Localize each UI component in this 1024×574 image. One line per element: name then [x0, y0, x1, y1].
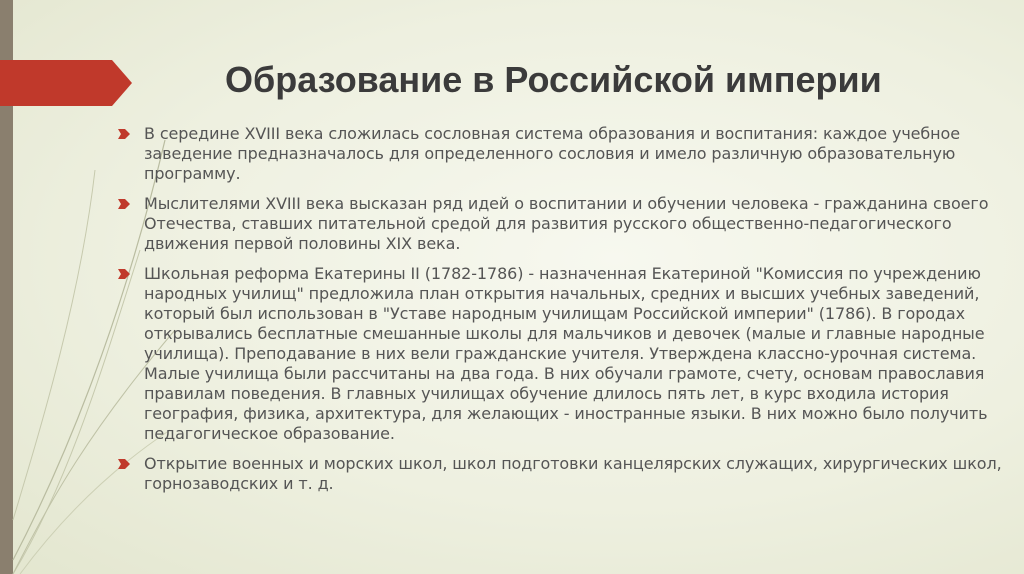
red-arrow-bullet-icon: [118, 269, 130, 279]
bullet-text: В середине XVIII века сложилась сословная система образования и воспитания: каждое учебное заведение предназначалось для определенного сословия и имело различную образовательную программу.: [144, 124, 960, 183]
bullet-text: Открытие военных и морских школ, школ подготовки канцелярских служащих, хирургических школ, горнозаводских и т. д.: [144, 454, 1002, 493]
bullet-list: [118, 124, 1024, 504]
title-arrow-shape: [0, 60, 132, 106]
list-item: [118, 264, 1024, 444]
slide-title: Образование в Российской империи: [225, 59, 882, 100]
bullet-text: Мыслителями XVIII века высказан ряд идей о воспитании и обучении человека - гражданина своего Отечества, ставших питательной средой для развития русского общественно-педагогического движения первой половины XIX века.: [144, 194, 989, 253]
red-arrow-bullet-icon: [118, 129, 130, 139]
list-item: [118, 194, 1024, 254]
red-arrow-bullet-icon: [118, 199, 130, 209]
list-item: [118, 454, 1024, 494]
bullet-text: Школьная реформа Екатерины II (1782-1786) - назначенная Екатериной "Комиссия по учреждению народных училищ" предложила план открытия начальных, средних и высших учебных заведений, который был использован в "Уставе народным училищам Российской империи" (1786). В городах открывались бесплатные смешанные школы для мальчиков и девочек (малые и главные народные училища). Преподавание в них вели гражданские учителя. Утверждена классно-урочная система. Малые училища были рассчитаны на два года. В них обучали грамоте, счету, основам православия правилам поведения. В главных училищах обучение длилось пять лет, в курс входила история география, физика, архитектура, для желающих - иностранные языки. В них можно было получить педагогическое образование.: [144, 264, 988, 443]
list-item: [118, 124, 1024, 184]
red-arrow-bullet-icon: [118, 459, 130, 469]
